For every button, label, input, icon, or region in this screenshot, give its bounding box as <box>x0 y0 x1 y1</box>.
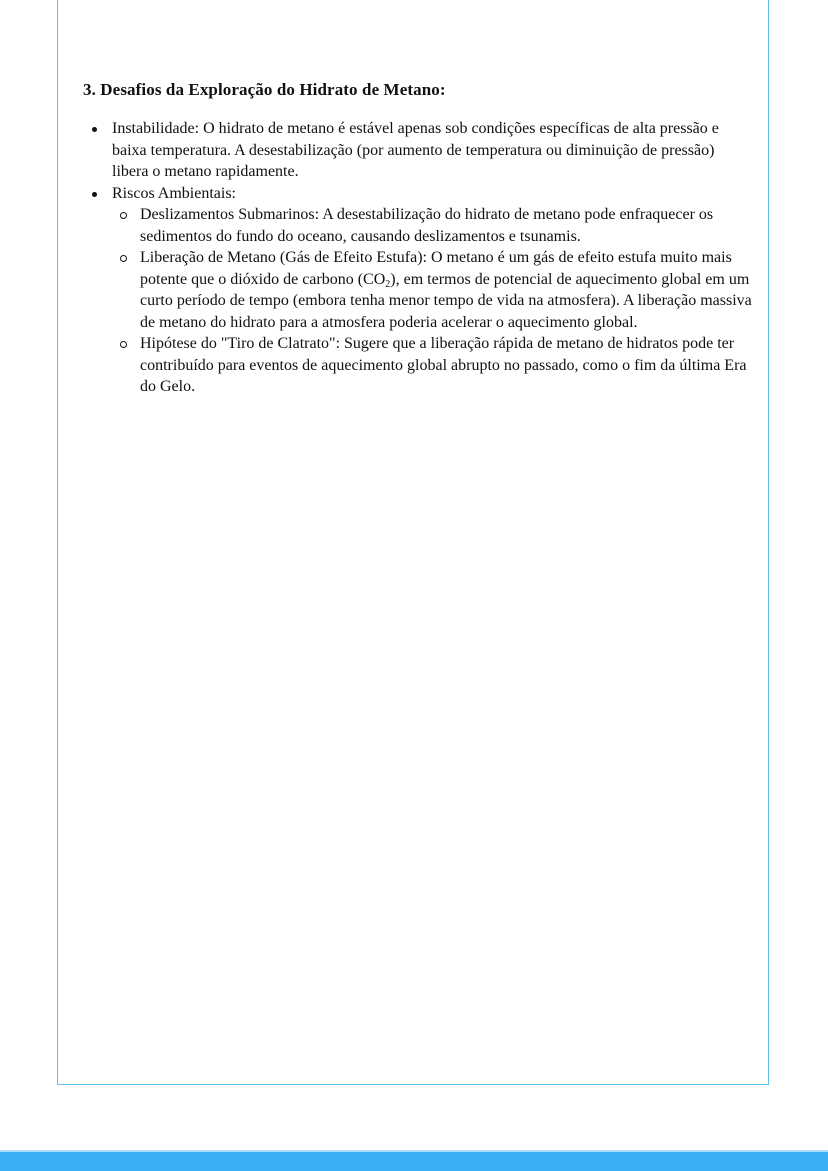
section-heading: 3. Desafios da Exploração do Hidrato de Metano: <box>83 80 446 99</box>
bullet-circle-icon <box>120 341 127 348</box>
co2-subscript: 2 <box>385 278 391 290</box>
sublist-item-text-before: Liberação de Metano (Gás de Efeito Estufa): O metano é um gás de efeito estufa muito mais potente que o dióxido de carbono (CO <box>140 249 732 288</box>
bullet-circle-icon <box>120 255 127 262</box>
list-item-text: Instabilidade: O hidrato de metano é estável apenas sob condições específicas de alta pressão e baixa temperatura. A desestabilização (por aumento de temperatura ou diminuição de pressão) libera o metano rapidamente. <box>112 120 719 180</box>
sublist-item-deslizamentos <box>112 204 753 247</box>
challenges-list <box>83 118 753 398</box>
list-item-instabilidade <box>83 118 753 183</box>
environmental-risks-sublist <box>112 204 753 398</box>
bullet-disc-icon <box>92 127 97 132</box>
document-content <box>83 80 753 398</box>
sublist-item-text: Deslizamentos Submarinos: A desestabilização do hidrato de metano pode enfraquecer os sedimentos do fundo do oceano, causando deslizamentos e tsunamis. <box>140 206 714 245</box>
sublist-item-text: Hipótese do "Tiro de Clatrato": Sugere que a liberação rápida de metano de hidratos pode ter contribuído para eventos de aquecimento global abrupto no passado, como o fim da última Era do Gelo. <box>140 335 747 395</box>
list-item-riscos-ambientais <box>83 183 753 398</box>
list-item-text: Riscos Ambientais: <box>112 184 236 202</box>
sublist-item-liberacao-metano <box>112 247 753 333</box>
sublist-item-tiro-de-clatrato <box>112 333 753 398</box>
sublist-item-text-after: ), em termos de potencial de aquecimento global em um curto período de tempo (embora tenha menor tempo de vida na atmosfera). A liberação massiva de metano do hidrato para a atmosfera poderia acelerar o aquecimento global. <box>140 270 752 331</box>
bullet-circle-icon <box>120 212 127 219</box>
bullet-disc-icon <box>92 192 97 197</box>
footer-bar <box>0 1152 828 1171</box>
